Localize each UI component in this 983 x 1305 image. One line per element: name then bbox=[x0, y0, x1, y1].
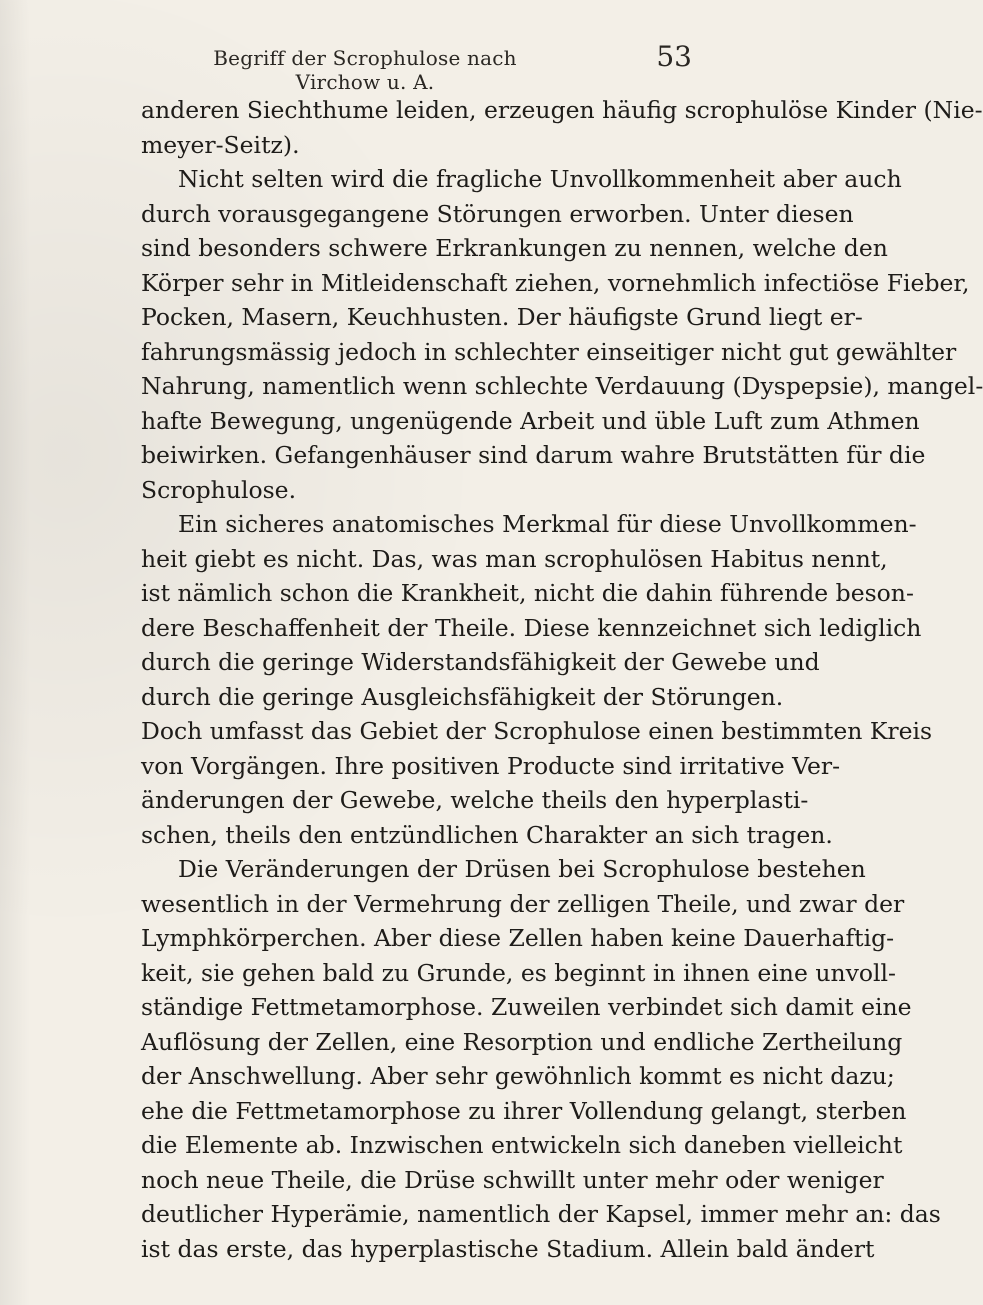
text-line: der Anschwellung. Aber sehr gewöhnlich kommt es nicht dazu; bbox=[141, 1062, 895, 1090]
page-number: 53 bbox=[656, 40, 692, 73]
text-line: meyer-Seitz). bbox=[141, 130, 300, 159]
text-line: von Vorgängen. Ihre positiven Producte sind irritative Ver- bbox=[141, 751, 841, 780]
running-header-title: Begriff der Scrophulose nach Virchow u. A. bbox=[213, 46, 517, 94]
text-line: ständige Fettmetamorphose. Zuweilen verbindet sich damit eine bbox=[141, 993, 912, 1021]
text-line: Pocken, Masern, Keuchhusten. Der häufigste Grund liegt er- bbox=[141, 303, 863, 331]
text-line: Die Veränderungen der Drüsen bei Scrophulose bestehen bbox=[178, 855, 866, 883]
text-line: beiwirken. Gefangenhäuser sind darum wahre Brutstätten für die bbox=[141, 441, 926, 469]
text-line: ist nämlich schon die Krankheit, nicht die dahin führende beson- bbox=[141, 579, 914, 607]
text-line: hafte Bewegung, ungenügende Arbeit und üble Luft zum Athmen bbox=[141, 406, 920, 435]
text-line: durch die geringe Ausgleichsfähigkeit der Störungen. bbox=[141, 682, 784, 711]
text-line: ehe die Fettmetamorphose zu ihrer Vollendung gelangt, sterben bbox=[141, 1096, 907, 1125]
text-line: Doch umfasst das Gebiet der Scrophulose einen bestimmten Kreis bbox=[141, 717, 933, 745]
text-line: Scrophulose. bbox=[141, 475, 297, 504]
text-line: Nicht selten wird die fragliche Unvollkommenheit aber auch bbox=[178, 165, 902, 193]
text-line: keit, sie gehen bald zu Grunde, es beginnt in ihnen eine unvoll- bbox=[141, 958, 896, 987]
text-line: schen, theils den entzündlichen Charakter an sich tragen. bbox=[141, 820, 833, 849]
text-line: wesentlich in der Vermehrung der zelligen Theile, und zwar der bbox=[141, 889, 905, 918]
text-line: noch neue Theile, die Drüse schwillt unter mehr oder weniger bbox=[141, 1165, 884, 1194]
text-line: Ein sicheres anatomisches Merkmal für diese Unvollkommen- bbox=[178, 510, 917, 538]
text-line: fahrungsmässig jedoch in schlechter einseitiger nicht gut gewählter bbox=[141, 337, 957, 366]
text-line: Lymphkörperchen. Aber diese Zellen haben keine Dauerhaftig- bbox=[141, 924, 895, 952]
text-line: heit giebt es nicht. Das, was man scrophulösen Habitus nennt, bbox=[141, 544, 888, 573]
text-line: sind besonders schwere Erkrankungen zu nennen, welche den bbox=[141, 234, 888, 262]
text-line: deutlicher Hyperämie, namentlich der Kapsel, immer mehr an: das bbox=[141, 1200, 941, 1228]
text-line: anderen Siechthume leiden, erzeugen häufig scrophulöse Kinder (Nie- bbox=[141, 96, 983, 124]
text-line: Auflösung der Zellen, eine Resorption und endliche Zertheilung bbox=[141, 1027, 903, 1056]
text-line: die Elemente ab. Inzwischen entwickeln sich daneben vielleicht bbox=[141, 1131, 903, 1159]
text-line: durch die geringe Widerstandsfähigkeit der Gewebe und bbox=[141, 648, 820, 676]
text-line: durch vorausgegangene Störungen erworben. Unter diesen bbox=[141, 199, 854, 228]
text-line: ist das erste, das hyperplastische Stadium. Allein bald ändert bbox=[141, 1234, 875, 1263]
text-line: Körper sehr in Mitleidenschaft ziehen, vornehmlich infectiöse Fieber, bbox=[141, 268, 970, 297]
text-line: Nahrung, namentlich wenn schlechte Verdauung (Dyspepsie), mangel- bbox=[141, 372, 983, 400]
text-line: änderungen der Gewebe, welche theils den hyperplasti- bbox=[141, 786, 809, 814]
text-line: dere Beschaffenheit der Theile. Diese kennzeichnet sich lediglich bbox=[141, 613, 922, 642]
